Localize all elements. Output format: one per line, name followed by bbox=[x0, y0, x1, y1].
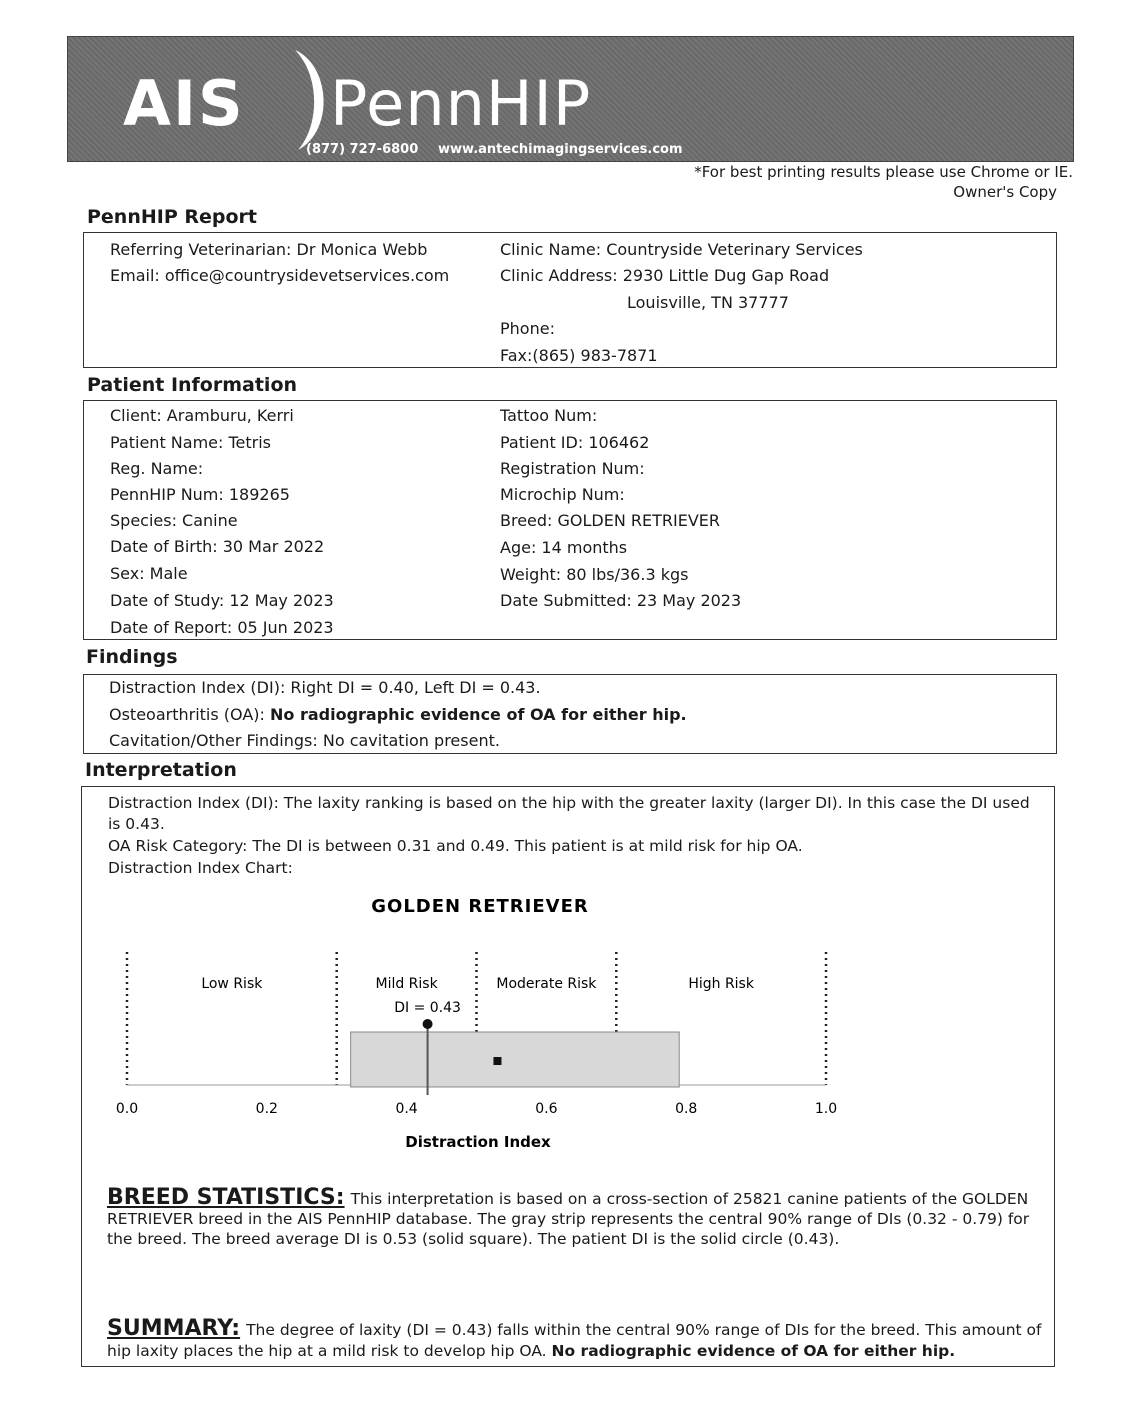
logo-ais: AIS bbox=[123, 67, 245, 140]
breed-range-strip bbox=[351, 1032, 680, 1087]
findings-oa-value: No radiographic evidence of OA for either hip. bbox=[270, 705, 687, 724]
report-title: PennHIP Report bbox=[87, 206, 257, 228]
summary bbox=[107, 1318, 1042, 1362]
breed-stats-text: This interpretation is based on a cross-section of 25821 canine patients of the GOLDEN RETRIEVER breed in the AIS PennHIP database. The gray strip represents the central 90% range of DIs (0.32 - 0.79) for the breed. The breed average DI is 0.53 (solid square). The patient DI is the solid circle (0.43). bbox=[107, 1190, 1030, 1248]
distraction-index-chart bbox=[0, 880, 1125, 1170]
zone-label: High Risk bbox=[688, 976, 754, 992]
zone-label: Low Risk bbox=[201, 976, 263, 992]
interpretation-oa-risk: OA Risk Category: The DI is between 0.31 and 0.49. This patient is at mild risk for hip OA. bbox=[108, 837, 803, 855]
patient-report-date: Date of Report: 05 Jun 2023 bbox=[110, 618, 334, 637]
x-tick-label: 0.4 bbox=[395, 1101, 418, 1117]
clinic-phone: Phone: bbox=[500, 319, 555, 338]
breed-stats-heading: BREED STATISTICS: bbox=[107, 1185, 345, 1210]
zone-label: Mild Risk bbox=[375, 976, 438, 992]
interpretation-title: Interpretation bbox=[85, 759, 237, 781]
x-tick-label: 0.2 bbox=[255, 1101, 278, 1117]
vet-email: Email: office@countrysidevetservices.com bbox=[110, 266, 450, 285]
header-website: www.antechimagingservices.com bbox=[438, 142, 683, 157]
patient-dob: Date of Birth: 30 Mar 2022 bbox=[110, 537, 325, 556]
x-tick-label: 1.0 bbox=[814, 1101, 838, 1117]
patient-breed: Breed: GOLDEN RETRIEVER bbox=[500, 511, 721, 530]
patient-name: Patient Name: Tetris bbox=[110, 433, 272, 452]
breed-average-marker bbox=[493, 1057, 501, 1065]
clinic-fax: Fax:(865) 983-7871 bbox=[500, 346, 658, 365]
patient-di-marker bbox=[423, 1019, 433, 1029]
clinic-name: Clinic Name: Countryside Veterinary Services bbox=[500, 240, 863, 259]
x-tick-label: 0.8 bbox=[675, 1101, 698, 1117]
patient-age: Age: 14 months bbox=[500, 538, 628, 557]
findings-oa bbox=[109, 705, 687, 724]
patient-registration-num: Registration Num: bbox=[500, 459, 645, 478]
patient-client: Client: Aramburu, Kerri bbox=[110, 406, 294, 425]
patient-pennhip-num: PennHIP Num: 189265 bbox=[110, 485, 290, 504]
header-phone: (877) 727-6800 bbox=[306, 142, 419, 157]
x-tick-label: 0.0 bbox=[115, 1101, 139, 1117]
header-banner bbox=[67, 36, 1074, 162]
patient-weight: Weight: 80 lbs/36.3 kgs bbox=[500, 565, 689, 584]
interpretation-chart-label: Distraction Index Chart: bbox=[108, 859, 293, 877]
referring-vet: Referring Veterinarian: Dr Monica Webb bbox=[110, 240, 428, 259]
clinic-city: Louisville, TN 37777 bbox=[627, 293, 789, 312]
patient-date-submitted: Date Submitted: 23 May 2023 bbox=[500, 591, 742, 610]
breed-statistics bbox=[107, 1185, 1037, 1249]
chart-title: GOLDEN RETRIEVER bbox=[371, 896, 589, 917]
chart-xlabel: Distraction Index bbox=[405, 1133, 551, 1151]
logo-pennhip: PennHIP bbox=[330, 67, 592, 140]
clinic-address: Clinic Address: 2930 Little Dug Gap Road bbox=[500, 266, 830, 285]
findings-di: Distraction Index (DI): Right DI = 0.40, Left DI = 0.43. bbox=[109, 678, 541, 697]
patient-sex: Sex: Male bbox=[110, 564, 188, 583]
patient-id: Patient ID: 106462 bbox=[500, 433, 650, 452]
summary-text: The degree of laxity (DI = 0.43) falls within the central 90% range of DIs for the breed. This amount of hip laxity places the hip at a mild risk to develop hip OA. bbox=[107, 1321, 1042, 1360]
patient-microchip: Microchip Num: bbox=[500, 485, 625, 504]
findings-oa-label: Osteoarthritis (OA): bbox=[109, 705, 271, 724]
x-tick-label: 0.6 bbox=[535, 1101, 558, 1117]
copy-label: Owner's Copy bbox=[953, 183, 1057, 201]
print-note: *For best printing results please use Chrome or IE. bbox=[694, 163, 1073, 181]
interpretation-di: Distraction Index (DI): The laxity ranking is based on the hip with the greater laxity (larger DI). In this case the DI used is 0.43. bbox=[108, 794, 1030, 833]
summary-bold-text: No radiographic evidence of OA for either hip. bbox=[551, 1342, 956, 1360]
patient-species: Species: Canine bbox=[110, 511, 238, 530]
patient-title: Patient Information bbox=[87, 374, 298, 396]
summary-heading: SUMMARY: bbox=[107, 1316, 241, 1341]
findings-cavitation: Cavitation/Other Findings: No cavitation present. bbox=[109, 731, 500, 750]
patient-reg-name: Reg. Name: bbox=[110, 459, 204, 478]
patient-study-date: Date of Study: 12 May 2023 bbox=[110, 591, 334, 610]
patient-tattoo: Tattoo Num: bbox=[500, 406, 598, 425]
findings-title: Findings bbox=[86, 646, 178, 668]
zone-label: Moderate Risk bbox=[496, 976, 597, 992]
patient-di-label: DI = 0.43 bbox=[394, 1000, 461, 1016]
